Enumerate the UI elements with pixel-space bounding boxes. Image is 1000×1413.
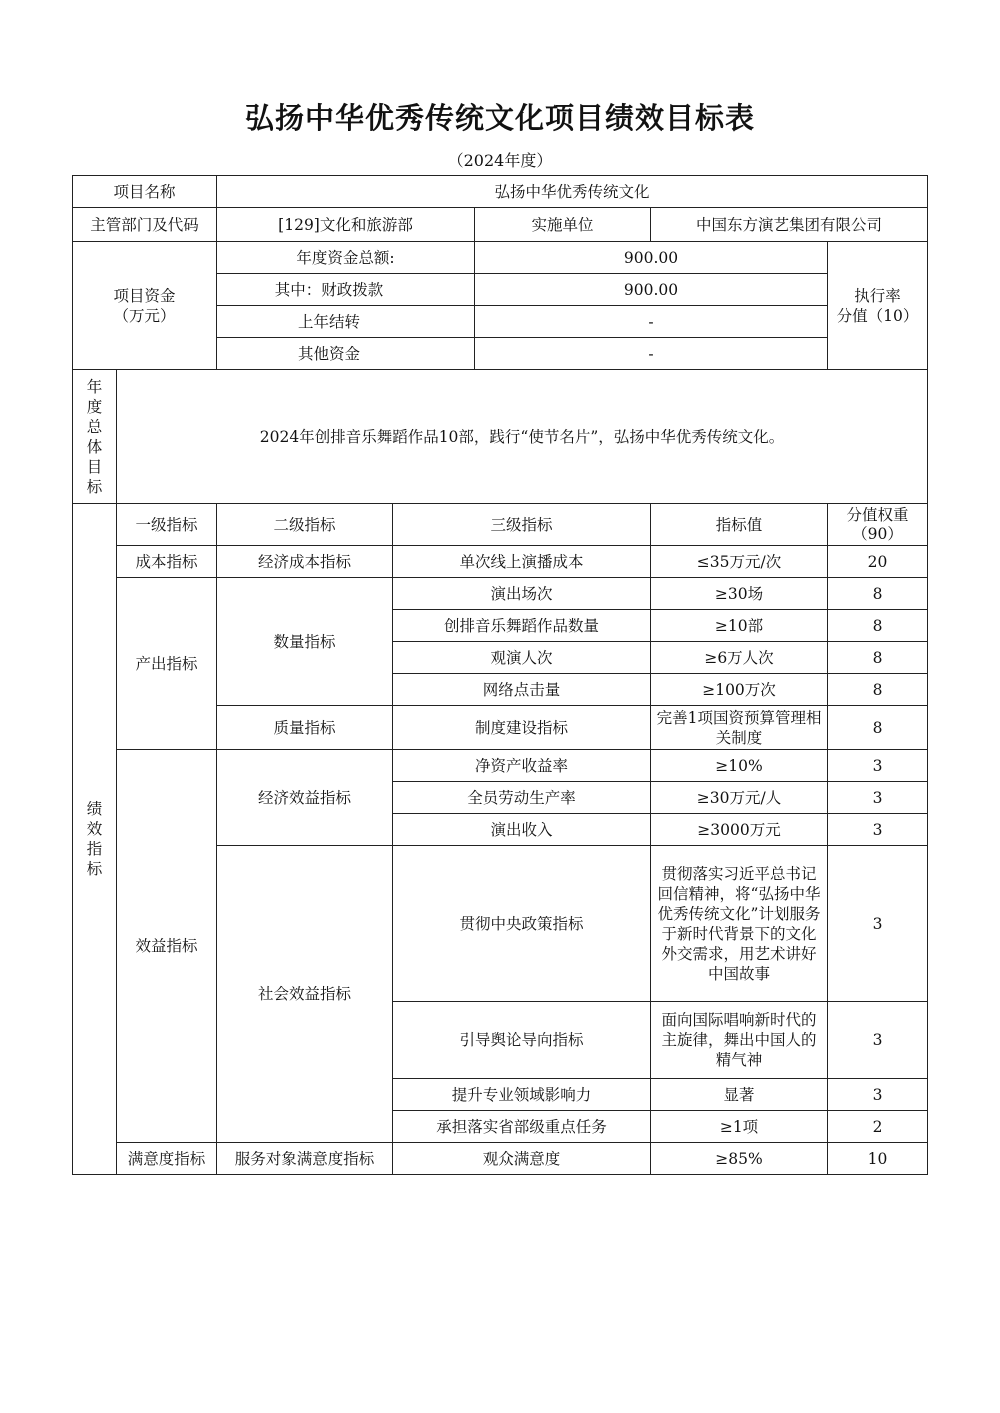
dept-row — [73, 208, 928, 242]
indicator-value: ≥3000万元 — [651, 814, 828, 846]
level3-name: 引导舆论导向指标 — [393, 1002, 651, 1079]
indicator-weight: 20 — [828, 546, 928, 578]
impl-value: 中国东方演艺集团有限公司 — [651, 208, 928, 242]
funds-label: 项目资金 （万元） — [73, 242, 217, 370]
indicator-value: ≥1项 — [651, 1111, 828, 1143]
indicator-weight: 3 — [828, 1079, 928, 1111]
level2-service-satisfaction: 服务对象满意度指标 — [217, 1143, 393, 1175]
funds-total-label: 年度资金总额: — [217, 242, 475, 274]
indicator-weight: 3 — [828, 782, 928, 814]
indicator-value: ≥85% — [651, 1143, 828, 1175]
performance-table — [72, 175, 928, 1175]
indicator-value: 完善1项国资预算管理相关制度 — [651, 706, 828, 750]
level3-name: 贯彻中央政策指标 — [393, 846, 651, 1002]
funds-other-value: - — [475, 338, 828, 370]
level3-name: 承担落实省部级重点任务 — [393, 1111, 651, 1143]
indicator-value: ≥100万次 — [651, 674, 828, 706]
level2-social-benefit: 社会效益指标 — [217, 846, 393, 1143]
indicator-weight: 8 — [828, 674, 928, 706]
level3-name: 创排音乐舞蹈作品数量 — [393, 610, 651, 642]
funds-carryover-value: - — [475, 306, 828, 338]
indicator-value: 面向国际唱响新时代的主旋律，舞出中国人的精气神 — [651, 1002, 828, 1079]
project-name-row — [73, 176, 928, 208]
perf-header-row — [73, 504, 928, 546]
level1-satisfaction: 满意度指标 — [117, 1143, 217, 1175]
indicator-value: 显著 — [651, 1079, 828, 1111]
level2-econ-benefit: 经济效益指标 — [217, 750, 393, 846]
indicator-value: ≥6万人次 — [651, 642, 828, 674]
table-row — [73, 1143, 928, 1175]
funds-total-value: 900.00 — [475, 242, 828, 274]
indicator-value: ≥30万元/人 — [651, 782, 828, 814]
indicator-weight: 8 — [828, 642, 928, 674]
level3-name: 观众满意度 — [393, 1143, 651, 1175]
col-weight: 分值权重 （90） — [828, 504, 928, 546]
indicator-value: ≥10% — [651, 750, 828, 782]
level3-name: 全员劳动生产率 — [393, 782, 651, 814]
annual-goal-row — [73, 370, 928, 504]
indicator-value: 贯彻落实习近平总书记回信精神，将“弘扬中华优秀传统文化”计划服务于新时代背景下的文化外交需求，用艺术讲好中国故事 — [651, 846, 828, 1002]
indicator-weight: 8 — [828, 610, 928, 642]
indicator-value: ≤35万元/次 — [651, 546, 828, 578]
indicator-weight: 3 — [828, 846, 928, 1002]
level3-name: 演出收入 — [393, 814, 651, 846]
indicator-weight: 8 — [828, 706, 928, 750]
funds-row-total — [73, 242, 928, 274]
project-name-label: 项目名称 — [73, 176, 217, 208]
perf-indicator-side-label: 绩效指标 — [73, 504, 117, 1175]
execution-rate-score: 执行率 分值（10） — [828, 242, 928, 370]
level1-benefit: 效益指标 — [117, 750, 217, 1143]
level3-name: 制度建设指标 — [393, 706, 651, 750]
annual-goal-label: 年度总体目标 — [73, 370, 117, 504]
funds-fiscal-label: 其中：财政拨款 — [217, 274, 475, 306]
level3-name: 网络点击量 — [393, 674, 651, 706]
indicator-weight: 8 — [828, 578, 928, 610]
col-level2: 二级指标 — [217, 504, 393, 546]
level2-econ-cost: 经济成本指标 — [217, 546, 393, 578]
level3-name: 单次线上演播成本 — [393, 546, 651, 578]
dept-value: [129]文化和旅游部 — [217, 208, 475, 242]
level3-name: 观演人次 — [393, 642, 651, 674]
level1-cost: 成本指标 — [117, 546, 217, 578]
project-name-value: 弘扬中华优秀传统文化 — [217, 176, 928, 208]
level2-quality: 质量指标 — [217, 706, 393, 750]
level1-output: 产出指标 — [117, 578, 217, 750]
col-level1: 一级指标 — [117, 504, 217, 546]
funds-other-label: 其他资金 — [217, 338, 475, 370]
indicator-weight: 2 — [828, 1111, 928, 1143]
table-row — [73, 750, 928, 782]
indicator-value: ≥30场 — [651, 578, 828, 610]
dept-label: 主管部门及代码 — [73, 208, 217, 242]
col-level3: 三级指标 — [393, 504, 651, 546]
level3-name: 演出场次 — [393, 578, 651, 610]
page-title: 弘扬中华优秀传统文化项目绩效目标表 — [244, 101, 755, 135]
indicator-value: ≥10部 — [651, 610, 828, 642]
table-row — [73, 546, 928, 578]
page-subtitle-year: （2024年度） — [447, 151, 553, 170]
funds-fiscal-value: 900.00 — [475, 274, 828, 306]
indicator-weight: 3 — [828, 1002, 928, 1079]
indicator-weight: 3 — [828, 750, 928, 782]
funds-carryover-label: 上年结转 — [217, 306, 475, 338]
level3-name: 提升专业领域影响力 — [393, 1079, 651, 1111]
level3-name: 净资产收益率 — [393, 750, 651, 782]
indicator-weight: 3 — [828, 814, 928, 846]
col-value: 指标值 — [651, 504, 828, 546]
table-row — [73, 578, 928, 610]
annual-goal-text: 2024年创排音乐舞蹈作品10部，践行“使节名片”，弘扬中华优秀传统文化。 — [117, 370, 928, 504]
impl-label: 实施单位 — [475, 208, 651, 242]
level2-quantity: 数量指标 — [217, 578, 393, 706]
indicator-weight: 10 — [828, 1143, 928, 1175]
